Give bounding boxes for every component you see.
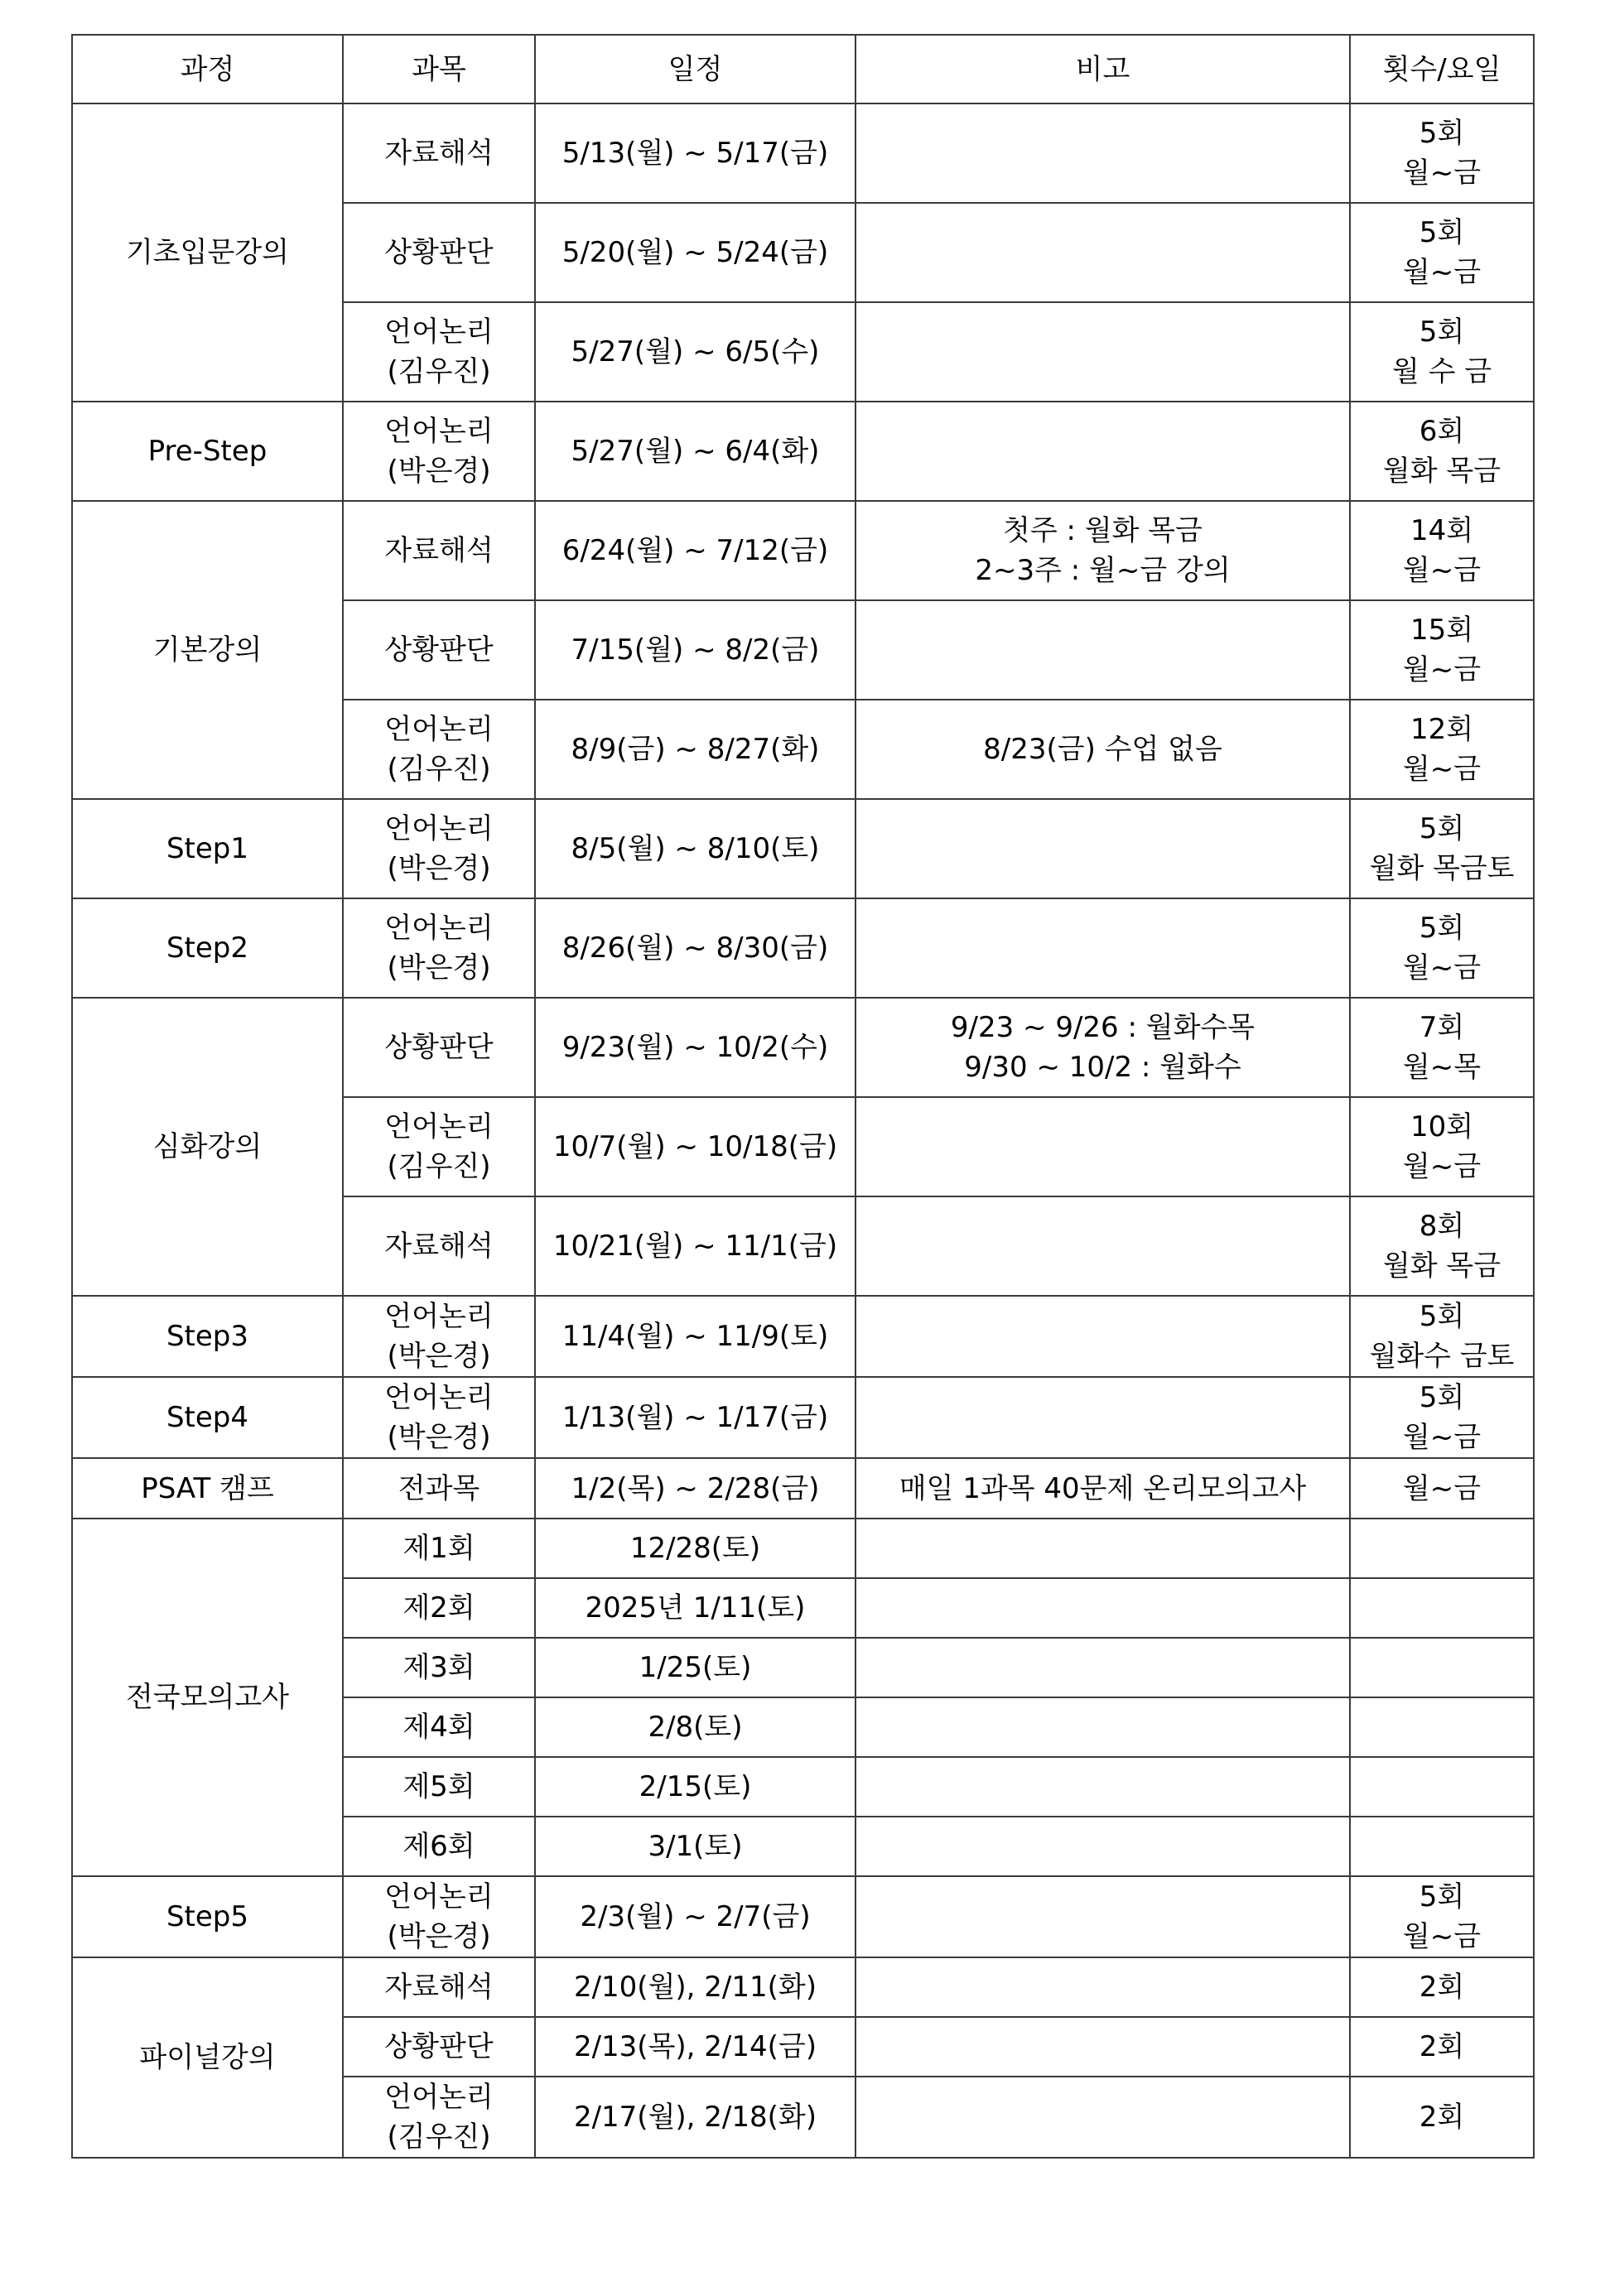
schedule-cell: 5/27(월) ~ 6/4(화) [535,402,856,501]
schedule-cell: 1/2(목) ~ 2/28(금) [535,1458,856,1519]
table-row [72,103,1534,203]
subject-cell: 자료해석 [343,1957,535,2017]
count-cell: 5회 월화 목금토 [1350,799,1534,898]
schedule-cell: 6/24(월) ~ 7/12(금) [535,501,856,600]
note-cell [856,1638,1350,1697]
schedule-cell: 8/9(금) ~ 8/27(화) [535,700,856,799]
schedule-cell: 12/28(토) [535,1519,856,1578]
schedule-cell: 10/21(월) ~ 11/1(금) [535,1196,856,1296]
table-row [72,1957,1534,2017]
count-cell: 5회 월~금 [1350,1876,1534,1957]
note-cell [856,2077,1350,2158]
schedule-cell: 2/17(월), 2/18(화) [535,2077,856,2158]
note-cell [856,1697,1350,1757]
note-cell [856,203,1350,302]
count-cell [1350,1638,1534,1697]
note-cell [856,1519,1350,1578]
schedule-cell: 2/3(월) ~ 2/7(금) [535,1876,856,1957]
note-cell [856,1296,1350,1377]
table-row [72,1876,1534,1957]
subject-cell: 언어논리 (박은경) [343,1377,535,1458]
subject-cell: 상황판단 [343,2017,535,2077]
table-row [72,799,1534,898]
note-cell [856,1578,1350,1638]
course-cell: Step3 [72,1296,343,1377]
subject-cell: 전과목 [343,1458,535,1519]
schedule-cell: 8/5(월) ~ 8/10(토) [535,799,856,898]
course-cell: 기본강의 [72,501,343,799]
subject-cell: 언어논리 (김우진) [343,2077,535,2158]
count-cell: 7회 월~목 [1350,998,1534,1097]
subject-cell: 제1회 [343,1519,535,1578]
count-cell: 8회 월화 목금 [1350,1196,1534,1296]
subject-cell: 언어논리 (박은경) [343,1876,535,1957]
schedule-table [71,34,1535,2159]
table-row [72,998,1534,1097]
schedule-cell: 3/1(토) [535,1817,856,1876]
table-row [72,402,1534,501]
count-cell: 5회 월~금 [1350,103,1534,203]
note-cell [856,1196,1350,1296]
course-cell: Pre-Step [72,402,343,501]
count-cell: 2회 [1350,2077,1534,2158]
course-cell: 기초입문강의 [72,103,343,402]
table-row [72,1296,1534,1377]
header-count: 횟수/요일 [1350,35,1534,103]
note-cell [856,402,1350,501]
header-note: 비고 [856,35,1350,103]
count-cell: 5회 월화수 금토 [1350,1296,1534,1377]
schedule-cell: 5/27(월) ~ 6/5(수) [535,302,856,402]
schedule-cell: 2/15(토) [535,1757,856,1817]
table-row [72,501,1534,600]
schedule-cell: 10/7(월) ~ 10/18(금) [535,1097,856,1196]
note-cell [856,2017,1350,2077]
subject-cell: 자료해석 [343,103,535,203]
count-cell: 5회 월~금 [1350,898,1534,998]
schedule-cell: 2/8(토) [535,1697,856,1757]
count-cell: 5회 월~금 [1350,1377,1534,1458]
subject-cell: 제2회 [343,1578,535,1638]
subject-cell: 언어논리 (김우진) [343,1097,535,1196]
note-cell: 9/23 ~ 9/26 : 월화수목 9/30 ~ 10/2 : 월화수 [856,998,1350,1097]
table-row [72,1519,1534,1578]
subject-cell: 상황판단 [343,998,535,1097]
count-cell: 5회 월 수 금 [1350,302,1534,402]
subject-cell: 자료해석 [343,501,535,600]
course-cell: 파이널강의 [72,1957,343,2158]
count-cell [1350,1757,1534,1817]
note-cell: 첫주 : 월화 목금 2~3주 : 월~금 강의 [856,501,1350,600]
subject-cell: 상황판단 [343,600,535,700]
count-cell: 2회 [1350,1957,1534,2017]
subject-cell: 언어논리 (박은경) [343,898,535,998]
count-cell [1350,1519,1534,1578]
note-cell [856,1757,1350,1817]
subject-cell: 제5회 [343,1757,535,1817]
subject-cell: 언어논리 (박은경) [343,1296,535,1377]
note-cell [856,1876,1350,1957]
note-cell [856,1097,1350,1196]
note-cell [856,103,1350,203]
subject-cell: 언어논리 (박은경) [343,402,535,501]
note-cell: 8/23(금) 수업 없음 [856,700,1350,799]
schedule-cell: 11/4(월) ~ 11/9(토) [535,1296,856,1377]
schedule-cell: 2/13(목), 2/14(금) [535,2017,856,2077]
schedule-cell: 9/23(월) ~ 10/2(수) [535,998,856,1097]
count-cell: 6회 월화 목금 [1350,402,1534,501]
course-cell: 심화강의 [72,998,343,1296]
schedule-cell: 1/13(월) ~ 1/17(금) [535,1377,856,1458]
schedule-cell: 1/25(토) [535,1638,856,1697]
count-cell: 15회 월~금 [1350,600,1534,700]
header-course: 과정 [72,35,343,103]
note-cell: 매일 1과목 40문제 온리모의고사 [856,1458,1350,1519]
subject-cell: 상황판단 [343,203,535,302]
schedule-cell: 2025년 1/11(토) [535,1578,856,1638]
count-cell: 2회 [1350,2017,1534,2077]
note-cell [856,799,1350,898]
course-cell: PSAT 캠프 [72,1458,343,1519]
header-schedule: 일정 [535,35,856,103]
subject-cell: 자료해석 [343,1196,535,1296]
course-cell: Step2 [72,898,343,998]
course-cell: Step5 [72,1876,343,1957]
schedule-cell: 5/13(월) ~ 5/17(금) [535,103,856,203]
subject-cell: 제3회 [343,1638,535,1697]
table-row [72,898,1534,998]
note-cell [856,302,1350,402]
table-row [72,1377,1534,1458]
note-cell [856,898,1350,998]
course-cell: Step1 [72,799,343,898]
subject-cell: 제4회 [343,1697,535,1757]
schedule-cell: 5/20(월) ~ 5/24(금) [535,203,856,302]
note-cell [856,600,1350,700]
course-cell: Step4 [72,1377,343,1458]
count-cell: 14회 월~금 [1350,501,1534,600]
count-cell [1350,1697,1534,1757]
schedule-cell: 2/10(월), 2/11(화) [535,1957,856,2017]
note-cell [856,1377,1350,1458]
course-cell: 전국모의고사 [72,1519,343,1876]
subject-cell: 언어논리 (박은경) [343,799,535,898]
count-cell [1350,1578,1534,1638]
subject-cell: 언어논리 (김우진) [343,302,535,402]
subject-cell: 제6회 [343,1817,535,1876]
header-row [72,35,1534,103]
count-cell: 5회 월~금 [1350,203,1534,302]
table-row [72,1458,1534,1519]
schedule-cell: 7/15(월) ~ 8/2(금) [535,600,856,700]
header-subject: 과목 [343,35,535,103]
count-cell: 월~금 [1350,1458,1534,1519]
schedule-cell: 8/26(월) ~ 8/30(금) [535,898,856,998]
note-cell [856,1957,1350,2017]
subject-cell: 언어논리 (김우진) [343,700,535,799]
note-cell [856,1817,1350,1876]
count-cell: 10회 월~금 [1350,1097,1534,1196]
count-cell [1350,1817,1534,1876]
count-cell: 12회 월~금 [1350,700,1534,799]
